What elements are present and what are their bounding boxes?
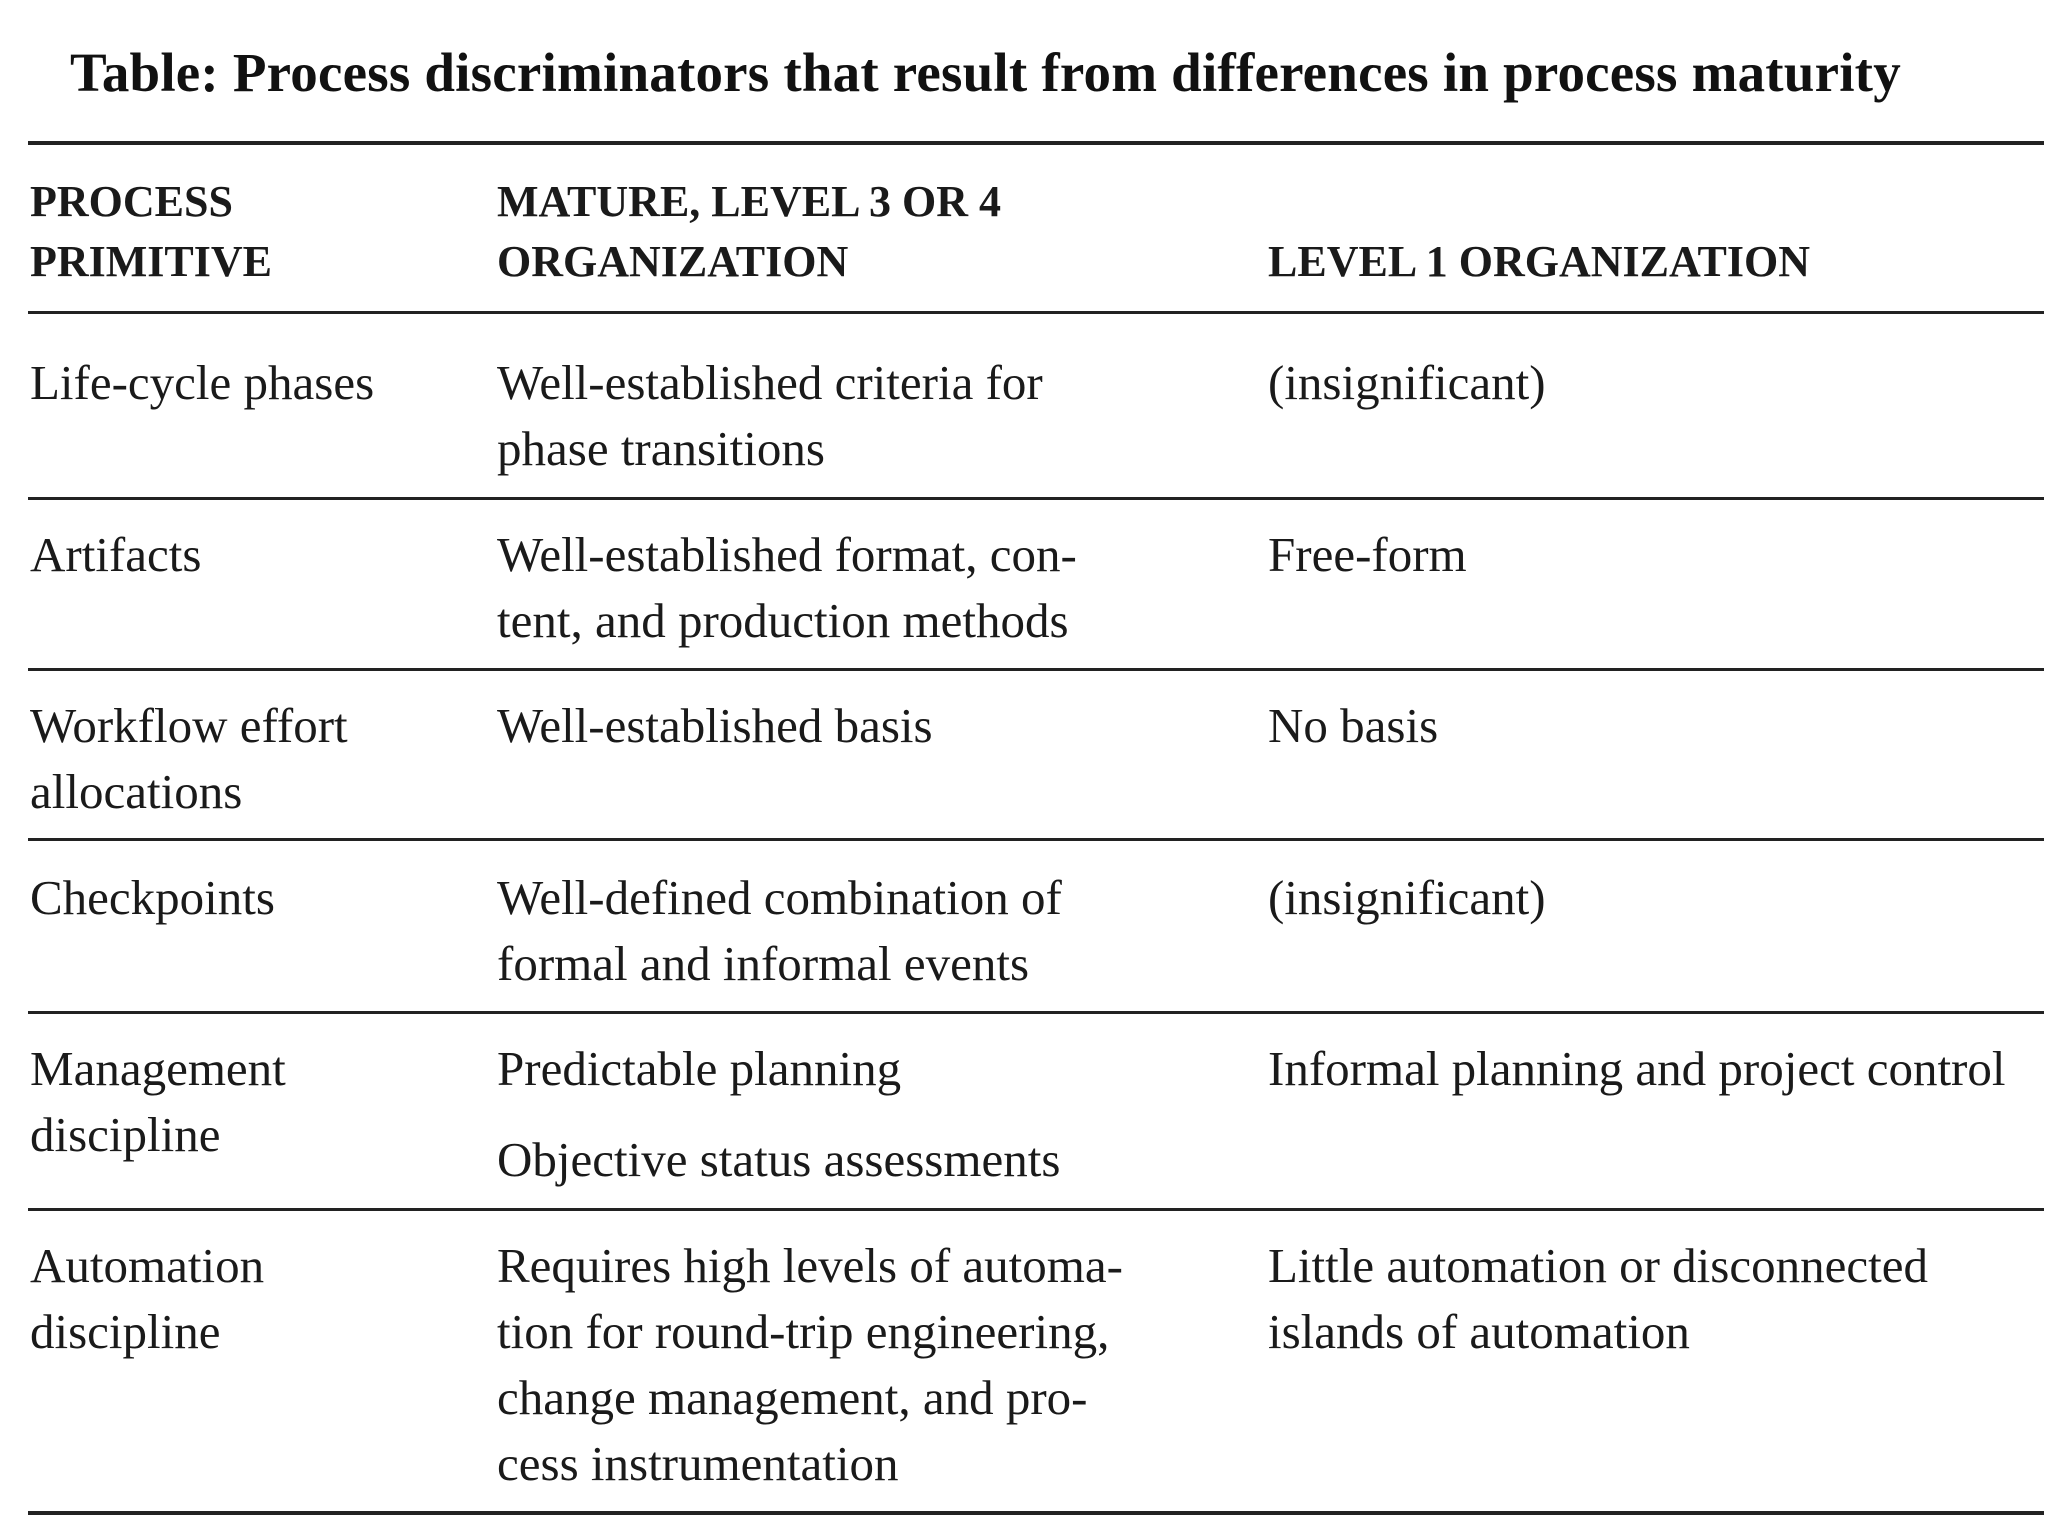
cell-process-primitive: Checkpoints xyxy=(30,870,275,925)
page-title: Table: Process discriminators that result from differences in process maturity xyxy=(70,42,1901,103)
cell-process-primitive: Management discipline xyxy=(30,1041,286,1162)
cell-process-primitive: Workflow effort allocations xyxy=(30,698,348,819)
cell-level1-organization: (insignificant) xyxy=(1268,870,1546,925)
cell-level1-organization: Free-form xyxy=(1268,527,1467,582)
cell-level1-organization: Little automation or disconnected islands of automation xyxy=(1268,1238,1928,1359)
row-divider xyxy=(28,1011,2044,1014)
header-bottom-rule xyxy=(28,311,2044,314)
cell-mature-organization: Requires high levels of automa- tion for round-trip engineering, change management, and pro- cess instrumentation xyxy=(497,1238,1123,1491)
cell-mature-organization: Predictable planning xyxy=(497,1041,902,1096)
row-divider xyxy=(28,668,2044,671)
row-divider xyxy=(28,1208,2044,1211)
row-divider xyxy=(28,838,2044,841)
column-header-level1-organization: LEVEL 1 ORGANIZATION xyxy=(1268,237,1810,286)
table-top-rule xyxy=(28,141,2044,145)
cell-mature-organization: Well-established basis xyxy=(497,698,933,753)
cell-process-primitive: Automation discipline xyxy=(30,1238,265,1359)
column-header-process-primitive: PROCESS PRIMITIVE xyxy=(30,177,273,286)
cell-level1-organization: No basis xyxy=(1268,698,1439,753)
cell-level1-organization: Informal planning and project control xyxy=(1268,1041,2006,1096)
cell-process-primitive: Artifacts xyxy=(30,527,202,582)
cell-mature-organization-extra: Objective status assessments xyxy=(497,1132,1061,1187)
cell-mature-organization: Well-defined combination of formal and informal events xyxy=(497,870,1062,991)
cell-level1-organization: (insignificant) xyxy=(1268,355,1546,410)
table-bottom-rule xyxy=(28,1511,2044,1515)
row-divider xyxy=(28,497,2044,500)
cell-process-primitive: Life-cycle phases xyxy=(30,355,375,410)
column-header-mature-organization: MATURE, LEVEL 3 OR 4 ORGANIZATION xyxy=(497,177,1002,286)
cell-mature-organization: Well-established criteria for phase transitions xyxy=(497,355,1043,476)
cell-mature-organization: Well-established format, con- tent, and production methods xyxy=(497,527,1077,648)
